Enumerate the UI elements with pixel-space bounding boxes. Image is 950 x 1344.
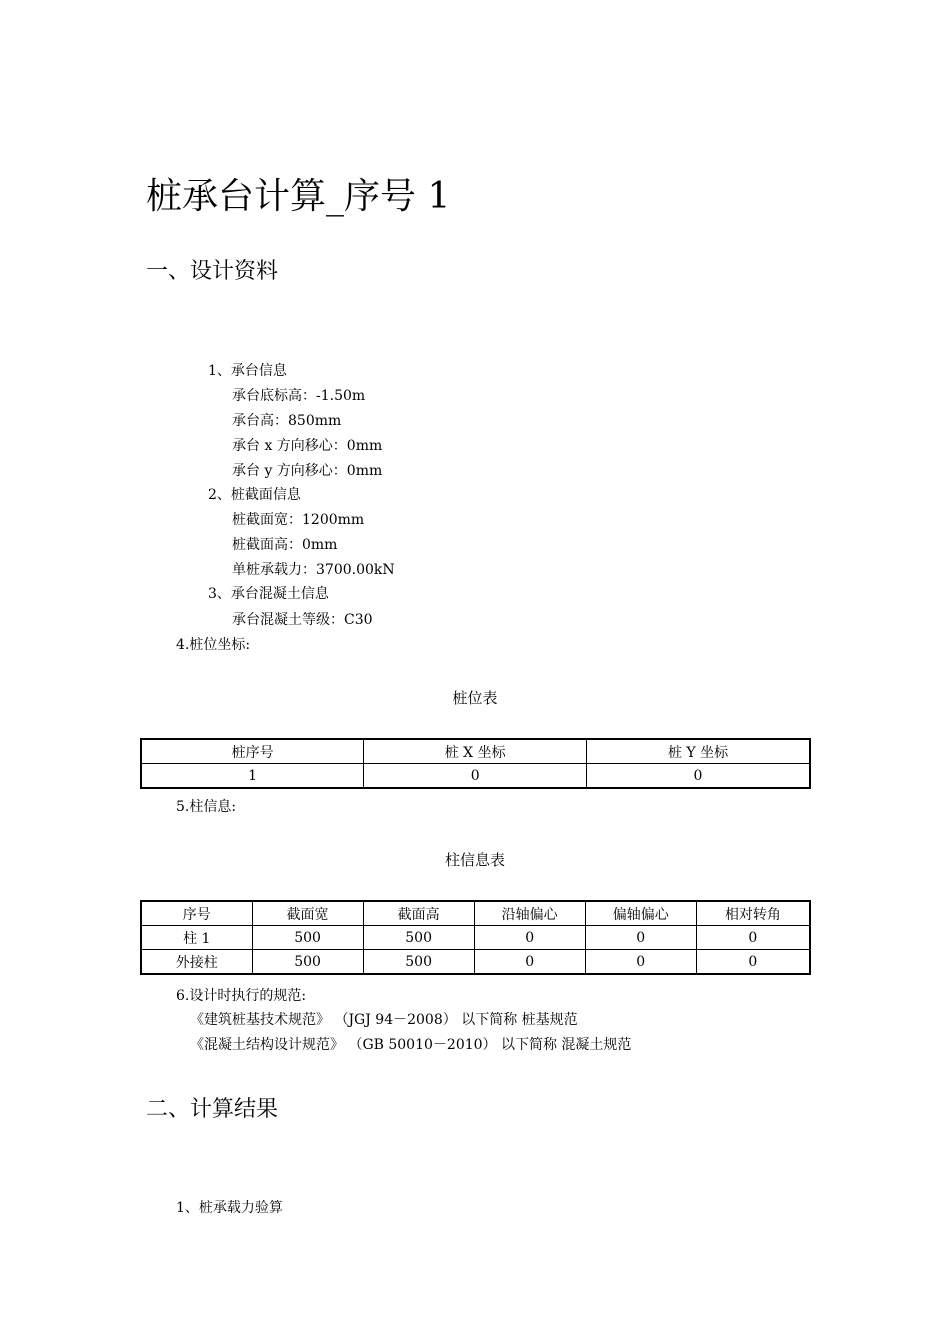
table-header-cell: 桩 Y 坐标 xyxy=(587,739,810,764)
table-cell: 0 xyxy=(474,950,585,975)
table-header-cell: 桩 X 坐标 xyxy=(364,739,587,764)
column-info-table xyxy=(140,900,811,975)
table-row xyxy=(141,764,810,789)
column-info-label: 5.柱信息: xyxy=(176,799,237,815)
section-heading-results: 二、计算结果 xyxy=(146,1097,279,1122)
section-heading-design-data: 一、设计资料 xyxy=(146,259,279,284)
pile-table-caption: 桩位表 xyxy=(452,689,498,707)
column-table-caption: 柱信息表 xyxy=(444,851,505,869)
table-cell: 500 xyxy=(363,950,474,975)
concrete-info-title: 3、承台混凝土信息 xyxy=(208,586,329,602)
page-title: 桩承台计算_序号 1 xyxy=(146,176,451,217)
concrete-grade: 承台混凝土等级：C30 xyxy=(232,612,373,628)
table-cell: 0 xyxy=(696,926,810,950)
table-cell: 500 xyxy=(363,926,474,950)
table-cell: 0 xyxy=(474,926,585,950)
pile-position-table xyxy=(140,738,811,789)
table-row xyxy=(141,950,810,975)
cap-info-title: 1、承台信息 xyxy=(208,363,287,379)
cap-bottom-elevation: 承台底标高：-1.50m xyxy=(232,388,366,404)
table-cell: 0 xyxy=(585,950,696,975)
table-header-cell: 截面宽 xyxy=(252,901,363,926)
table-header-cell: 沿轴偏心 xyxy=(474,901,585,926)
codes-label: 6.设计时执行的规范: xyxy=(176,988,307,1004)
result-item-pile-capacity: 1、桩承载力验算 xyxy=(176,1200,283,1216)
table-header-cell: 偏轴偏心 xyxy=(585,901,696,926)
code-item-concrete: 《混凝土结构设计规范》 （GB 50010－2010） 以下简称 混凝土规范 xyxy=(190,1037,632,1053)
single-pile-capacity: 单桩承载力：3700.00kN xyxy=(232,562,395,578)
table-cell: 0 xyxy=(585,926,696,950)
table-header-cell: 桩序号 xyxy=(141,739,364,764)
table-cell: 0 xyxy=(364,764,587,789)
pile-section-width: 桩截面宽：1200mm xyxy=(232,512,365,528)
pile-coords-label: 4.桩位坐标: xyxy=(176,637,251,653)
cap-x-offset: 承台 x 方向移心：0mm xyxy=(232,438,383,454)
table-header-cell: 序号 xyxy=(141,901,252,926)
table-cell: 0 xyxy=(587,764,810,789)
code-item-pile: 《建筑桩基技术规范》 （JGJ 94－2008） 以下简称 桩基规范 xyxy=(190,1012,578,1028)
table-header-cell: 截面高 xyxy=(363,901,474,926)
table-cell: 柱 1 xyxy=(141,926,252,950)
table-row xyxy=(141,926,810,950)
table-header-row xyxy=(141,739,810,764)
table-header-cell: 相对转角 xyxy=(696,901,810,926)
cap-height: 承台高：850mm xyxy=(232,413,342,429)
table-cell: 外接柱 xyxy=(141,950,252,975)
table-cell: 0 xyxy=(696,950,810,975)
cap-y-offset: 承台 y 方向移心：0mm xyxy=(232,463,383,479)
table-cell: 500 xyxy=(252,950,363,975)
pile-section-title: 2、桩截面信息 xyxy=(208,487,301,503)
table-cell: 1 xyxy=(141,764,364,789)
table-header-row xyxy=(141,901,810,926)
pile-section-height: 桩截面高：0mm xyxy=(232,537,338,553)
table-cell: 500 xyxy=(252,926,363,950)
